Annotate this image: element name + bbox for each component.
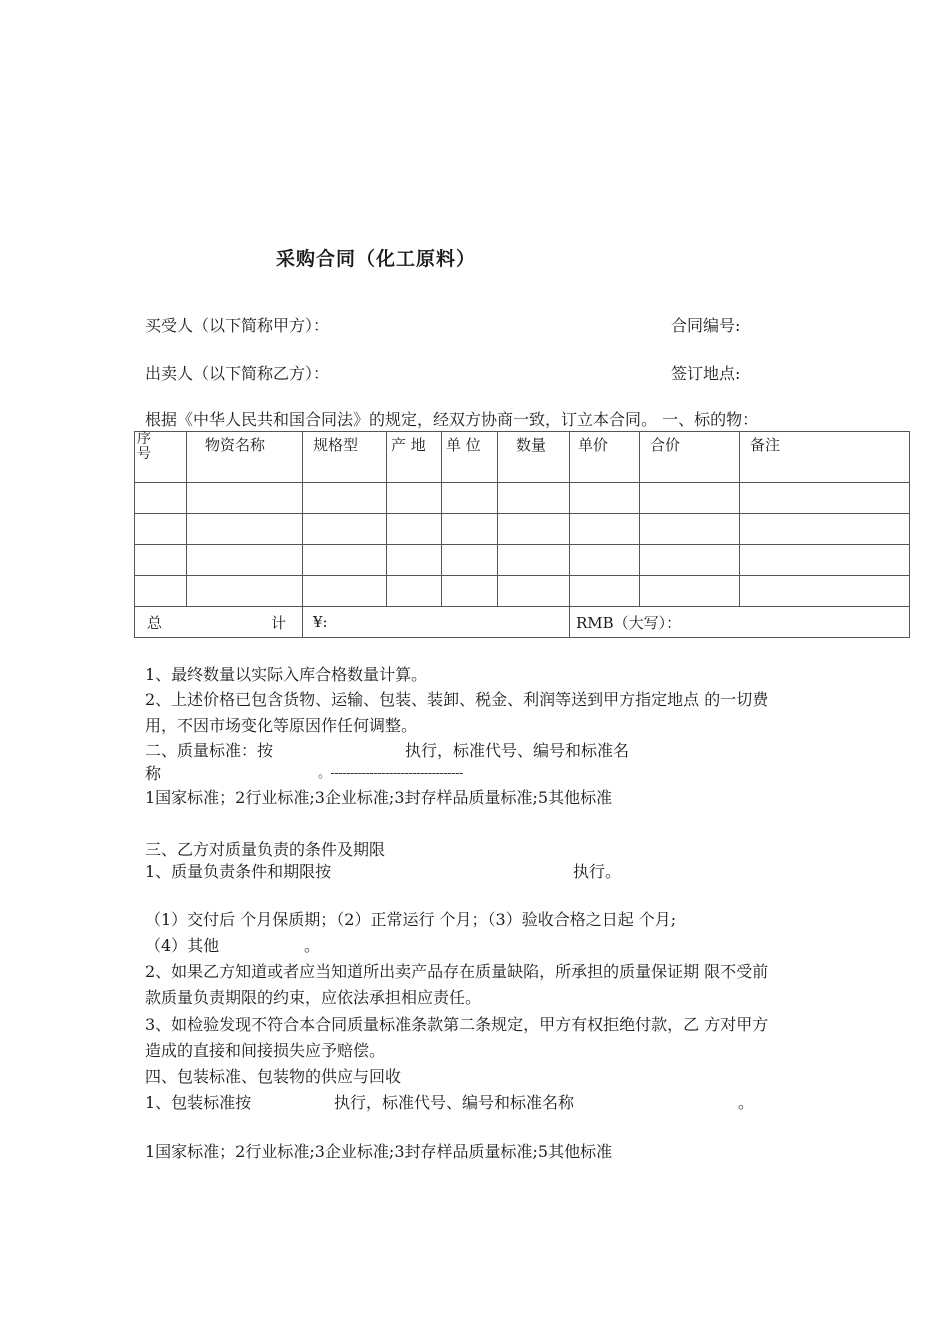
- section-three-item2-line1: 2、如果乙方知道或者应当知道所出卖产品存在质量缺陷，所承担的质量保证期 限不受前: [145, 962, 769, 981]
- quality-standard-blank: 。----------------------------------: [318, 766, 463, 781]
- table-row: [135, 576, 910, 607]
- quality-standard-options: 1国家标准；2行业标准;3企业标准;3封存样品质量标准;5其他标准: [145, 788, 613, 807]
- packaging-standard-label: 1、包装标准按: [145, 1093, 252, 1112]
- contract-number-label: 合同编号:: [671, 316, 741, 335]
- header-cell: 规格型: [303, 432, 387, 483]
- table-row: [135, 514, 910, 545]
- total-label-right: 计: [270, 613, 286, 632]
- quality-standard-name: 称: [145, 764, 162, 783]
- buyer-label: 买受人（以下简称甲方）：: [145, 316, 330, 335]
- total-row: [135, 607, 910, 638]
- quality-standard-label: 二、质量标准：按: [145, 741, 274, 760]
- quality-standard-text: 执行，标准代号、编号和标准名: [405, 741, 630, 760]
- section-three-item3-line2: 造成的直接和间接损失应予赔偿。: [145, 1041, 386, 1060]
- table-row: [135, 545, 910, 576]
- header-cell: 单 位: [442, 432, 498, 483]
- header-cell: 序号: [135, 432, 187, 483]
- clause-price-line1: 2、上述价格已包含货物、运输、包装、装卸、税金、利润等送到甲方指定地点 的一切费: [145, 690, 769, 709]
- section-three-title: 三、乙方对质量负责的条件及期限: [145, 840, 386, 859]
- warranty-other: （4）其他: [145, 936, 220, 955]
- clause-price-line2: 用，不因市场变化等原因作任何调整。: [145, 716, 418, 735]
- header-cell: 单价: [570, 432, 640, 483]
- header-cell: 数量: [498, 432, 570, 483]
- section-three-item1-end: 执行。: [573, 862, 622, 881]
- total-label-left: 总: [147, 613, 163, 632]
- packaging-standard-text: 执行，标准代号、编号和标准名称: [334, 1093, 575, 1112]
- section-four-title: 四、包装标准、包装物的供应与回收: [145, 1067, 402, 1086]
- intro-paragraph: 根据《中华人民共和国合同法》的规定，经双方协商一致，订立本合同。 一、标的物：: [145, 410, 759, 429]
- sign-place-label: 签订地点:: [671, 364, 741, 383]
- section-three-item2-line2: 款质量负责期限的约束，应依法承担相应责任。: [145, 988, 482, 1007]
- section-three-item3-line1: 3、如检验发现不符合本合同质量标准条款第二条规定，甲方有权拒绝付款，乙 方对甲方: [145, 1015, 769, 1034]
- header-cell: 产 地: [387, 432, 442, 483]
- total-rmb-cell: RMB（大写）：: [570, 607, 910, 638]
- header-cell: 合价: [640, 432, 740, 483]
- packaging-standard-end: 。: [738, 1093, 755, 1112]
- total-label-cell: [135, 607, 303, 638]
- table-row: [135, 483, 910, 514]
- goods-table: [134, 431, 910, 638]
- header-cell: 备注: [740, 432, 910, 483]
- warranty-other-end: 。: [304, 936, 321, 955]
- clause-quantity: 1、最终数量以实际入库合格数量计算。: [145, 665, 428, 684]
- seller-label: 出卖人（以下简称乙方）：: [145, 364, 330, 383]
- total-yen-cell: ¥:: [303, 607, 570, 638]
- packaging-standard-options: 1国家标准；2行业标准;3企业标准;3封存样品质量标准;5其他标准: [145, 1142, 613, 1161]
- section-three-item1: 1、质量负责条件和期限按: [145, 862, 332, 881]
- table-header-row: [135, 432, 910, 483]
- warranty-options: （1）交付后 个月保质期；（2）正常运行 个月；（3）验收合格之日起 个月;: [145, 910, 677, 929]
- document-title: 采购合同（化工原料）: [276, 248, 477, 270]
- header-cell: 物资名称: [187, 432, 303, 483]
